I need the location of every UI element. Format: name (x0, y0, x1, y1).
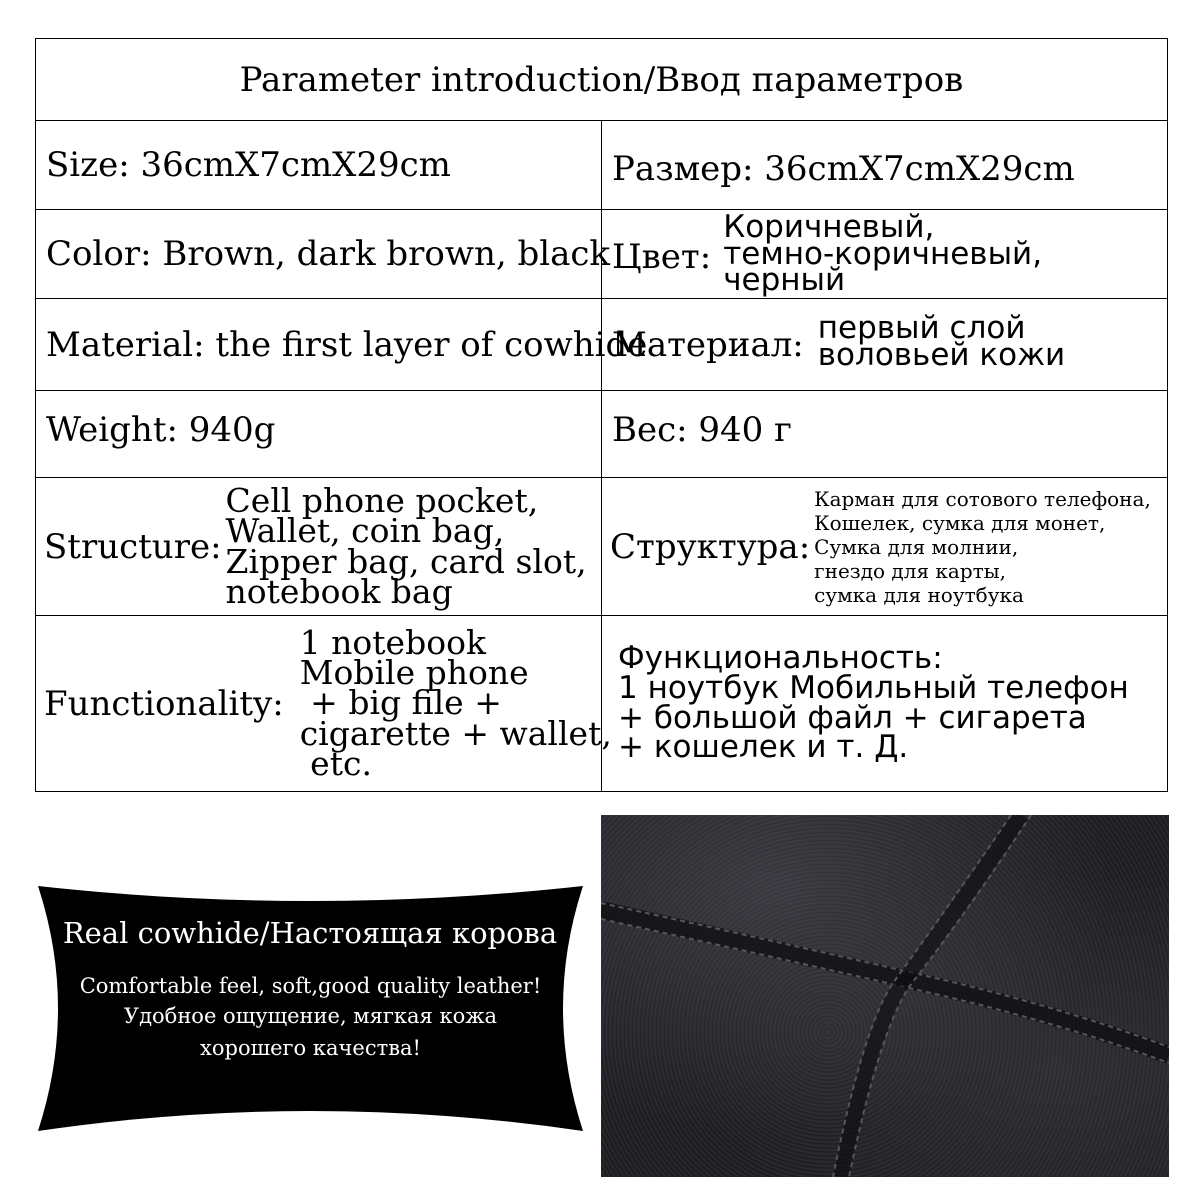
banner-line: Comfortable feel, soft,good quality leather! (79, 974, 542, 998)
functionality-en-line: cigarette + wallet, (299, 713, 612, 753)
structure-row (36, 478, 1167, 616)
structure-en-label: Structure: (44, 526, 222, 567)
functionality-en-line: 1 notebook (299, 622, 486, 662)
color-row (36, 210, 1167, 299)
material-ru-label: Материал: (612, 324, 804, 365)
structure-en-line: Wallet, coin bag, (225, 511, 505, 551)
size-en: Size: 36cmX7cmX29cm (36, 121, 602, 209)
color-en: Color: Brown, dark brown, black (36, 210, 602, 298)
functionality-en-label: Functionality: (44, 683, 284, 724)
structure-en-line: Zipper bag, card slot, (225, 541, 587, 581)
structure-ru-line: гнездо для карты, (814, 558, 1006, 583)
cowhide-banner (38, 886, 583, 1131)
size-row (36, 121, 1167, 210)
structure-ru (602, 478, 1167, 615)
color-ru-line: Коричневый, (723, 209, 935, 246)
table-title: Parameter introduction/Ввод параметров (36, 39, 1167, 121)
structure-ru-label: Структура: (610, 526, 811, 567)
leather-texture-photo (601, 815, 1169, 1177)
functionality-row (36, 616, 1167, 791)
functionality-en-values (299, 622, 612, 784)
material-ru-line: воловьей кожи (817, 336, 1066, 373)
weight-ru: Вес: 940 г (612, 410, 792, 450)
banner-line: Удобное ощущение, мягкая кожа (123, 1004, 498, 1028)
parameter-table (35, 38, 1168, 792)
structure-en-values (225, 480, 587, 611)
functionality-en-line: + big file + (299, 683, 502, 723)
functionality-en (36, 616, 612, 791)
functionality-ru-line: + большой файл + сигарета (618, 699, 1087, 736)
weight-row (36, 391, 1167, 478)
functionality-en-line: etc. (299, 744, 372, 784)
stitching-lines (601, 815, 1169, 1177)
structure-ru-line: Кошелек, сумка для монет, (814, 510, 1106, 535)
color-ru-line: темно-коричневый, (723, 235, 1043, 272)
structure-ru-line: Карман для сотового телефона, (814, 486, 1151, 511)
material-ru-line: первый слой (817, 309, 1026, 346)
functionality-en-line: Mobile phone (299, 652, 529, 692)
functionality-ru-line: Функциональность: (618, 640, 943, 676)
functionality-ru-line: 1 ноутбук Мобильный телефон (618, 669, 1129, 706)
structure-en (36, 478, 602, 615)
structure-en-line: notebook bag (225, 571, 453, 611)
material-row (36, 299, 1167, 391)
size-ru: Размер: 36cmX7cmX29cm (612, 149, 1075, 189)
material-ru (602, 299, 1167, 390)
color-ru-label: Цвет: (612, 237, 712, 277)
weight-en: Weight: 940g (36, 391, 602, 477)
color-ru-values (723, 209, 1043, 299)
functionality-ru-values (618, 640, 1129, 766)
structure-ru-line: сумка для ноутбука (814, 582, 1024, 607)
color-ru-line: черный (723, 262, 846, 299)
material-en: Material: the first layer of cowhide (36, 299, 602, 390)
banner-line: хорошего качества! (200, 1036, 421, 1060)
banner-title: Real cowhide/Настоящая корова (62, 916, 558, 950)
functionality-ru (602, 616, 1167, 791)
structure-ru-line: Сумка для молнии, (814, 534, 1019, 559)
functionality-ru-line: + кошелек и т. Д. (618, 729, 909, 766)
color-ru (602, 210, 1167, 298)
structure-en-line: Cell phone pocket, (225, 480, 539, 520)
structure-ru-values (814, 487, 1151, 607)
material-ru-values (817, 309, 1066, 374)
